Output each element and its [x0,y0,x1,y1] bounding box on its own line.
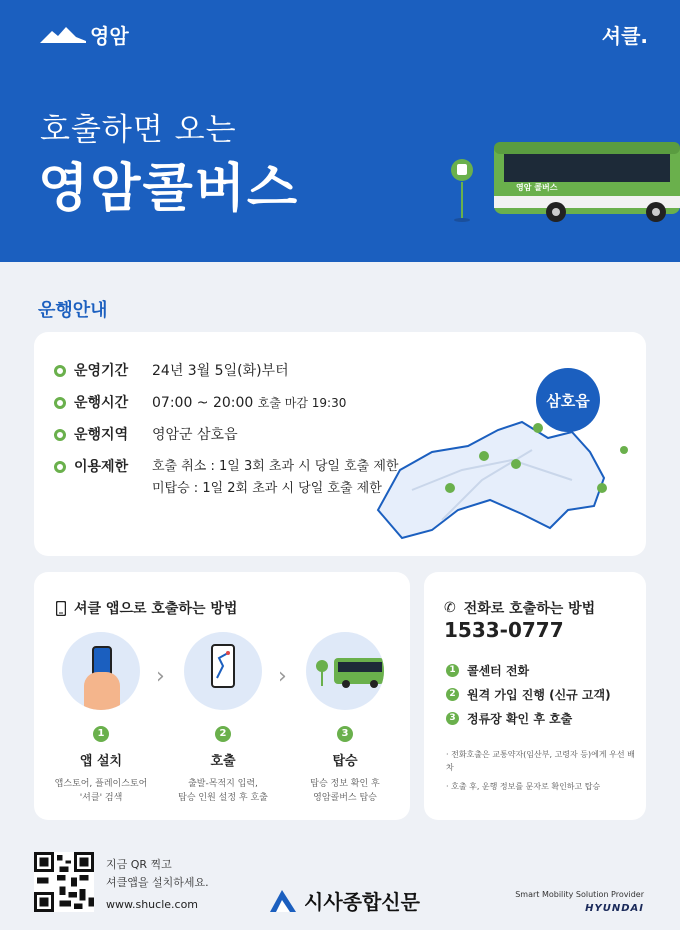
phone-note: · 호출 후, 운행 정보를 문자로 확인하고 탑승 [446,782,601,791]
smartphone-icon [56,601,66,616]
qr-caption: 셔클앱을 설치하세요. [106,876,209,889]
hyundai-logo: HYUNDAI [585,903,644,914]
press-logo-icon [268,888,298,914]
chevron-right-icon: › [278,664,287,689]
bus-stop-icon [451,159,473,222]
mountain-icon [40,25,86,45]
step-number: 2 [446,688,459,701]
info-value: 24년 3월 5일(화)부터 [152,363,289,379]
info-label: 운영기간 [74,363,129,379]
bullet-icon [54,397,66,409]
app-heading: 셔클 앱으로 호출하는 방법 [74,601,238,617]
step-number: 3 [337,726,353,742]
info-value: 07:00 ~ 20:00 [152,395,254,411]
route-map-icon [184,632,262,710]
phone-icon: ✆ [444,600,456,616]
bus-icon [306,632,384,710]
step-number: 3 [446,712,459,725]
info-extra: 호출 마감 19:30 [257,396,347,410]
hand-phone-icon [62,632,140,710]
bus-label: 영암 콜버스 [516,183,558,192]
info-label: 이용제한 [74,459,129,475]
hero-banner [0,0,680,262]
hero-subtitle: 호출하면 오는 [40,112,237,148]
step-install [46,632,156,805]
phone-step [446,662,529,679]
phone-step [446,686,611,703]
provider-tagline: Smart Mobility Solution Provider [515,890,644,899]
info-row-period [54,360,289,382]
qr-code[interactable] [34,852,94,912]
press-name: 시사종합신문 [304,890,420,914]
info-row-limits [54,456,398,500]
section-title: 운행안내 [38,300,108,321]
info-value: 호출 취소 : 1일 3회 초과 시 당일 호출 제한 [152,459,399,474]
step-number: 1 [93,726,109,742]
info-value-2: 미탑승 : 1일 2회 초과 시 당일 호출 제한 [152,481,382,496]
step-label: 탑승 [332,754,358,769]
qr-caption: 지금 QR 찍고 [106,858,172,871]
shucle-logo: 셔클. [601,24,648,48]
info-row-hours [54,392,346,414]
bus-illustration [446,130,680,230]
step-call [168,632,278,805]
website-link[interactable]: www.shucle.com [106,898,199,911]
info-value: 영암군 삼호읍 [152,427,238,443]
phone-step [446,710,572,727]
area-badge: 삼호읍 [536,368,600,432]
step-board [290,632,400,805]
hero-title: 영암콜버스 [38,159,300,219]
step-label: 앱 설치 [79,754,123,769]
phone-heading: 전화로 호출하는 방법 [463,601,596,617]
app-method-card [34,572,410,820]
step-label: 호출 [210,754,236,769]
bullet-icon [54,461,66,473]
info-row-area [54,424,238,446]
step-desc: 탑승 인원 설정 후 호출 [178,793,268,803]
step-number: 2 [215,726,231,742]
chevron-right-icon: › [156,664,165,689]
step-desc: 출발-목적지 입력, [188,779,258,789]
bullet-icon [54,429,66,441]
phone-step-text: 정류장 확인 후 호출 [467,712,573,726]
info-label: 운행지역 [74,427,129,443]
phone-step-text: 콜센터 전화 [467,664,530,678]
phone-method-card [424,572,646,820]
step-desc: 앱스토어, 플레이스토어 [54,779,148,789]
info-label: 운행시간 [74,395,129,411]
phone-number[interactable]: 1533-0777 [444,618,564,642]
step-desc: 탑승 정보 확인 후 [310,779,380,789]
step-number: 1 [446,664,459,677]
yeongam-logo [40,20,129,49]
step-desc: 영암콜버스 탑승 [313,793,377,803]
step-desc: '셔클' 검색 [79,793,123,803]
info-card [34,332,646,556]
brand-text: 영암 [90,24,129,48]
phone-step-text: 원격 가입 진행 (신규 고객) [467,688,611,702]
press-logo [268,886,420,915]
phone-note: · 전화호출은 교통약자(임산부, 고령자 등)에게 우선 배차 [446,750,635,772]
bullet-icon [54,365,66,377]
